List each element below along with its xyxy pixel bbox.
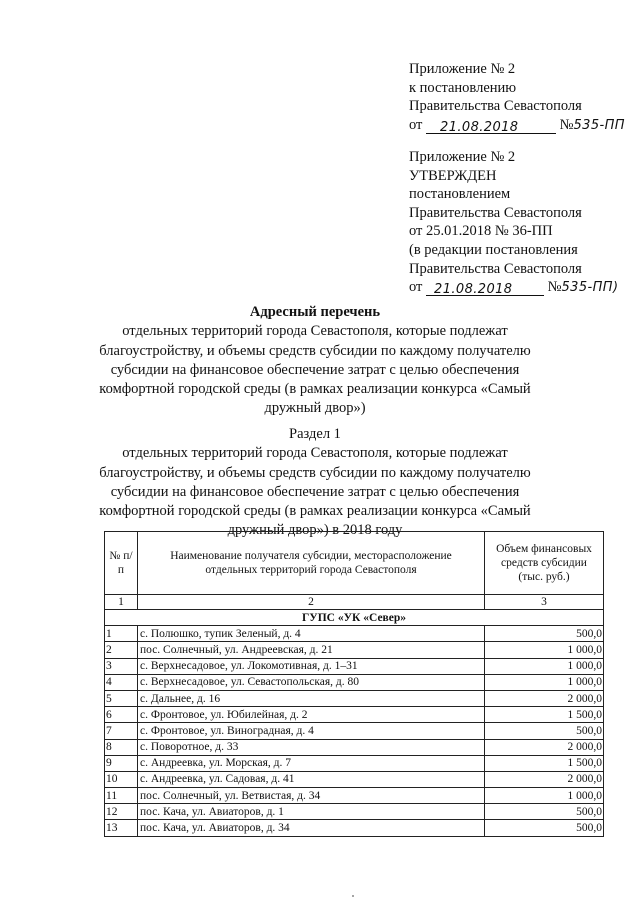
table-row <box>105 804 604 820</box>
appendix-line: от 25.01.2018 № 36-ПП <box>409 223 553 240</box>
section-line: отдельных территорий города Севастополя, которые подлежат <box>122 445 508 462</box>
row-amount: 1 500,0 <box>485 707 604 723</box>
row-name: пос. Солнечный, ул. Ветвистая, д. 34 <box>138 788 485 804</box>
row-name: с. Полюшко, тупик Зеленый, д. 4 <box>138 626 485 642</box>
document-title <box>95 303 535 419</box>
appendix-line: (в редакции постановления <box>409 241 578 258</box>
row-amount: 500,0 <box>485 723 604 739</box>
subsidy-table <box>104 531 604 837</box>
table-row <box>105 723 604 739</box>
title-line: благоустройству, и объемы средств субсидии по каждому получателю <box>99 342 531 359</box>
row-number: 11 <box>105 788 138 804</box>
section-line: благоустройству, и объемы средств субсидии по каждому получателю <box>99 464 531 481</box>
row-number: 5 <box>105 690 138 706</box>
row-amount: 500,0 <box>485 820 604 836</box>
num-prefix: № <box>559 116 574 133</box>
row-number: 9 <box>105 755 138 771</box>
title-line: субсидии на финансовое обеспечение затрат с целью обеспечения <box>110 361 520 378</box>
table-header-row <box>105 532 604 595</box>
appendix-line: постановлением <box>409 186 511 203</box>
table-row <box>105 771 604 787</box>
row-amount: 1 000,0 <box>485 674 604 690</box>
date-underline <box>426 280 544 296</box>
column-index: 1 <box>105 595 138 610</box>
appendix-block-2 <box>409 148 618 298</box>
column-index: 2 <box>138 595 485 610</box>
appendix-line: к постановлению <box>409 79 517 96</box>
row-amount: 1 000,0 <box>485 642 604 658</box>
appendix-date-line <box>409 116 625 136</box>
table-row <box>105 707 604 723</box>
row-number: 6 <box>105 707 138 723</box>
row-number: 8 <box>105 739 138 755</box>
row-name: с. Андреевка, ул. Морская, д. 7 <box>138 755 485 771</box>
row-amount: 500,0 <box>485 626 604 642</box>
appendix-line: Правительства Севастополя <box>409 204 582 221</box>
date-prefix: от <box>409 116 423 133</box>
section-line: субсидии на финансовое обеспечение затрат с целью обеспечения <box>110 483 520 500</box>
row-amount: 1 500,0 <box>485 755 604 771</box>
row-amount: 1 000,0 <box>485 788 604 804</box>
row-number: 12 <box>105 804 138 820</box>
table-row <box>105 755 604 771</box>
section-heading: Раздел 1 <box>289 426 341 442</box>
appendix-line: Приложение № 2 <box>409 61 516 77</box>
date-underline <box>426 118 556 134</box>
section-line: комфортной городской среды (в рамках реализации конкурса «Самый <box>99 503 531 520</box>
row-name: пос. Кача, ул. Авиаторов, д. 1 <box>138 804 485 820</box>
appendix-line: Приложение № 2 <box>409 149 516 165</box>
date-prefix: от <box>409 279 423 296</box>
row-number: 1 <box>105 626 138 642</box>
row-number: 2 <box>105 642 138 658</box>
section-title <box>95 425 535 541</box>
table-row <box>105 739 604 755</box>
row-number: 13 <box>105 820 138 836</box>
row-name: пос. Солнечный, ул. Андреевская, д. 21 <box>138 642 485 658</box>
table-row <box>105 820 604 836</box>
header-num: № п/п <box>105 532 138 595</box>
row-amount: 2 000,0 <box>485 690 604 706</box>
section-line: дружный двор») в 2018 году <box>227 522 403 539</box>
row-name: с. Андреевка, ул. Садовая, д. 41 <box>138 771 485 787</box>
num-prefix: № <box>547 279 562 296</box>
row-name: с. Поворотное, д. 33 <box>138 739 485 755</box>
row-name: пос. Кача, ул. Авиаторов, д. 34 <box>138 820 485 836</box>
row-amount: 2 000,0 <box>485 739 604 755</box>
row-name: с. Дальнее, д. 16 <box>138 690 485 706</box>
scan-speck <box>352 895 354 897</box>
table-row <box>105 690 604 706</box>
appendix-block-1 <box>409 60 625 135</box>
table-row <box>105 658 604 674</box>
row-number: 3 <box>105 658 138 674</box>
row-amount: 2 000,0 <box>485 771 604 787</box>
title-line: отдельных территорий города Севастополя, которые подлежат <box>122 323 508 340</box>
row-name: с. Верхнесадовое, ул. Севастопольская, д. 80 <box>138 674 485 690</box>
row-name: с. Фронтовое, ул. Юбилейная, д. 2 <box>138 707 485 723</box>
row-number: 7 <box>105 723 138 739</box>
appendix-line: Правительства Севастополя <box>409 98 582 115</box>
title-line: дружный двор») <box>264 400 366 417</box>
handwritten-number: 535-ПП <box>573 117 625 133</box>
table-row <box>105 674 604 690</box>
title-heading: Адресный перечень <box>249 304 381 320</box>
row-name: с. Верхнесадовое, ул. Локомотивная, д. 1–31 <box>138 658 485 674</box>
handwritten-date: 21.08.2018 <box>440 119 519 135</box>
row-number: 4 <box>105 674 138 690</box>
group-row <box>105 610 604 626</box>
group-name: ГУПС «УК «Север» <box>105 610 604 626</box>
column-index: 3 <box>485 595 604 610</box>
appendix-date-line <box>409 278 618 298</box>
table-row <box>105 642 604 658</box>
row-amount: 500,0 <box>485 804 604 820</box>
table-row <box>105 788 604 804</box>
appendix-line: УТВЕРЖДЕН <box>409 167 497 184</box>
row-number: 10 <box>105 771 138 787</box>
appendix-line: Правительства Севастополя <box>409 260 582 277</box>
title-line: комфортной городской среды (в рамках реализации конкурса «Самый <box>99 381 531 398</box>
row-name: с. Фронтовое, ул. Виноградная, д. 4 <box>138 723 485 739</box>
table-row <box>105 626 604 642</box>
handwritten-number: 535-ПП) <box>561 280 619 296</box>
column-index-row <box>105 595 604 610</box>
header-name: Наименование получателя субсидии, месторасположение отдельных территорий города Севастополя <box>138 532 485 595</box>
row-amount: 1 000,0 <box>485 658 604 674</box>
handwritten-date: 21.08.2018 <box>434 282 513 298</box>
header-amount: Объем финансовых средств субсидии (тыс. руб.) <box>485 532 604 595</box>
